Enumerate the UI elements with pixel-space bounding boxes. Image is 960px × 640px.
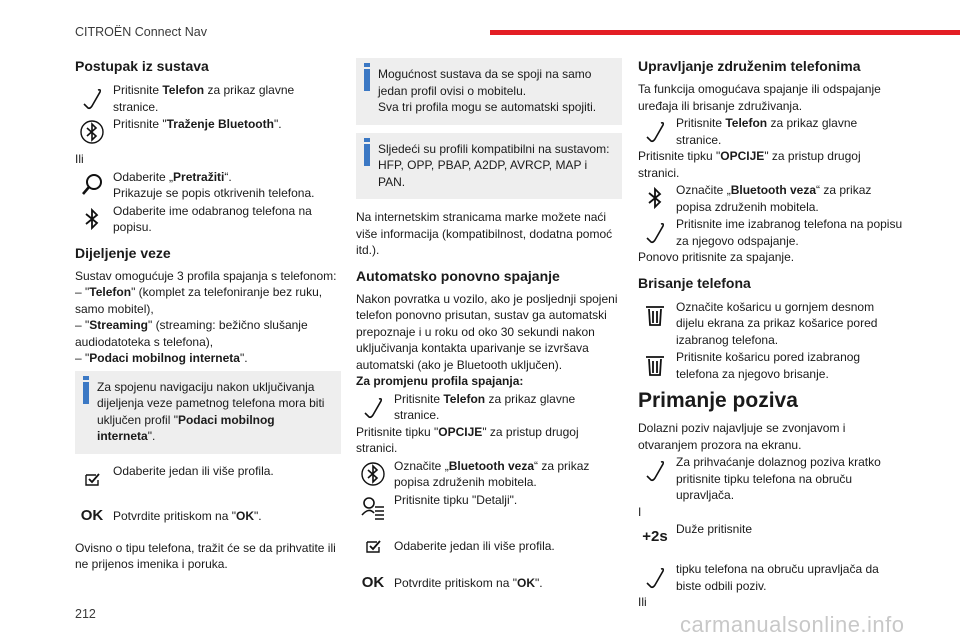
heading-automatsko: Automatsko ponovno spajanje xyxy=(356,267,560,284)
watermark: carmanualsonline.info xyxy=(680,612,905,637)
step-text: tipku telefona na obruču upravljača da biste odbili poziv. xyxy=(676,562,879,593)
step-text: Potvrdite pritiskom na "OK". xyxy=(113,508,262,523)
step-row xyxy=(356,390,622,424)
or-text: I xyxy=(638,504,642,519)
step-row xyxy=(75,168,341,202)
paragraph: Ovisno o tipu telefona, tražit će se da prihvatite ili ne prijenos imenika i poruka. xyxy=(75,540,336,571)
info-note xyxy=(356,133,622,200)
step-text: Pritisnite "Traženje Bluetooth". xyxy=(113,117,282,131)
or-text: Ili xyxy=(638,595,647,609)
phone-icon xyxy=(638,114,672,148)
paragraph: Dolazni poziv najavljuje se zvonjavom i otvaranjem prozora na ekranu. xyxy=(638,421,846,452)
step-text: Pritisnite košaricu pored izabranog telefona za njegovo brisanje. xyxy=(676,350,861,381)
paragraph: Sustav omogućuje 3 profila spajanja s telefonom: – "Telefon" (komplet za telefoniranje bez ruku, samo mobitel), – "Streaming" (streaming: bežično slušanje audiodatoteka s telefona), – "Podaci mobilnog interneta". xyxy=(75,268,337,365)
paragraph: Pritisnite tipku "OPCIJE" za pristup drugoj stranici. xyxy=(356,424,579,455)
ok-icon: OK xyxy=(80,507,104,525)
phone-icon xyxy=(638,560,672,594)
trash-icon xyxy=(638,298,672,332)
info-icon xyxy=(83,382,89,404)
heading-primanje: Primanje poziva xyxy=(638,389,798,412)
ok-icon: OK xyxy=(361,574,385,592)
column-2 xyxy=(356,58,622,601)
step-text: Odaberite „Pretražiti“. Prikazuje se popis otkrivenih telefona. xyxy=(113,169,315,200)
step-text: Odaberite ime odabranog telefona na popisu. xyxy=(113,203,312,234)
step-text: Potvrdite pritiskom na "OK". xyxy=(394,575,543,590)
info-note xyxy=(356,58,622,125)
step-row xyxy=(638,298,904,349)
phone-icon xyxy=(638,215,672,249)
header-accent-bar xyxy=(490,30,960,35)
step-text: Pritisnite tipku "Detalji". xyxy=(394,492,518,507)
step-text: Pritisnite Telefon za prikaz glavne stranice. xyxy=(113,83,295,114)
long-press-icon: +2s xyxy=(642,527,668,545)
running-header: CITROËN Connect Nav xyxy=(75,25,207,39)
step-row xyxy=(356,529,622,563)
phone-icon xyxy=(356,390,390,424)
step-row xyxy=(75,202,341,236)
step-row xyxy=(75,115,341,149)
paragraph: Ponovo pritisnite za spajanje. xyxy=(638,250,795,264)
step-row xyxy=(638,215,904,249)
step-text: Označite košaricu u gornjem desnom dijelu ekrana za prikaz košarice pored izabranog telefona. xyxy=(676,299,878,347)
bluetooth-icon xyxy=(75,202,109,236)
step-row xyxy=(356,457,622,491)
step-row xyxy=(356,491,622,525)
paragraph: Nakon povratka u vozilo, ako je posljednji spojeni telefon ponovno prisutan, sustav ga automatski prepoznaje i u roku od oko 30 sekundi nakon uključivanja kontakta uparivanje se izvršava automatski (ako je Bluetooth uključen). xyxy=(356,291,618,372)
phone-icon xyxy=(75,81,109,115)
bluetooth-icon xyxy=(638,181,672,215)
step-text: Odaberite jedan ili više profila. xyxy=(113,463,274,478)
phone-icon xyxy=(638,453,672,487)
checkbox-icon xyxy=(356,529,390,563)
step-row xyxy=(638,348,904,382)
details-icon xyxy=(356,491,390,525)
column-3 xyxy=(638,58,904,611)
step-row xyxy=(75,462,341,496)
step-row xyxy=(638,114,904,148)
step-row xyxy=(356,567,622,601)
step-row xyxy=(638,560,904,594)
note-text: Mogućnost sustava da se spoji na samo jedan profil ovisi o mobitelu. Sva tri profila mogu se automatski spojiti. xyxy=(378,67,597,114)
heading-dijeljenje: Dijeljenje veze xyxy=(75,244,171,261)
note-text: Za spojenu navigaciju nakon uključivanja dijeljenja veze pametnog telefona mora biti uključen profil "Podaci mobilnog interneta". xyxy=(97,379,325,443)
page-number: 212 xyxy=(75,607,96,621)
step-row xyxy=(75,81,341,115)
info-icon xyxy=(364,144,370,166)
paragraph: Ta funkcija omogućava spajanje ili odspajanje uređaja ili brisanje združivanja. xyxy=(638,82,881,113)
step-text: Pritisnite Telefon za prikaz glavne stranice. xyxy=(676,116,858,147)
step-row xyxy=(638,520,904,554)
magnifier-icon xyxy=(75,168,109,202)
bluetooth-search-icon xyxy=(75,115,109,149)
bluetooth-search-icon xyxy=(356,457,390,491)
column-1 xyxy=(75,58,341,573)
step-row xyxy=(75,500,341,534)
paragraph: Pritisnite tipku "OPCIJE" za pristup drugoj stranici. xyxy=(638,149,861,180)
info-icon xyxy=(364,69,370,91)
checkbox-icon xyxy=(75,462,109,496)
step-text: Pritisnite ime izabranog telefona na popisu za njegovo odspajanje. xyxy=(676,217,903,248)
step-text: Za prihvaćanje dolaznog poziva kratko pritisnite tipku telefona na obruču upravljača. xyxy=(676,455,881,502)
subheading: Za promjenu profila spajanja: xyxy=(356,374,524,388)
step-text: Označite „Bluetooth veza“ za prikaz popisa združenih mobitela. xyxy=(676,183,872,214)
step-text: Označite „Bluetooth veza“ za prikaz popisa združenih mobitela. xyxy=(394,458,590,489)
or-text: Ili xyxy=(75,152,84,166)
heading-upravljanje: Upravljanje združenim telefonima xyxy=(638,58,861,74)
step-text: Odaberite jedan ili više profila. xyxy=(394,538,555,553)
paragraph: Na internetskim stranicama marke možete naći više informacija (kompatibilnost, dodatna pomoć itd.). xyxy=(356,210,613,257)
step-row xyxy=(638,453,904,504)
note-text: Sljedeći su profili kompatibilni na sustavom: HFP, OPP, PBAP, A2DP, AVRCP, MAP i PAN. xyxy=(378,141,610,189)
heading-brisanje: Brisanje telefona xyxy=(638,274,751,291)
info-note xyxy=(75,371,341,454)
step-text: Pritisnite Telefon za prikaz glavne stranice. xyxy=(394,391,576,422)
step-text: Duže pritisnite xyxy=(676,522,753,536)
trash-icon xyxy=(638,348,672,382)
step-row xyxy=(638,181,904,215)
heading-postupak: Postupak iz sustava xyxy=(75,58,209,74)
